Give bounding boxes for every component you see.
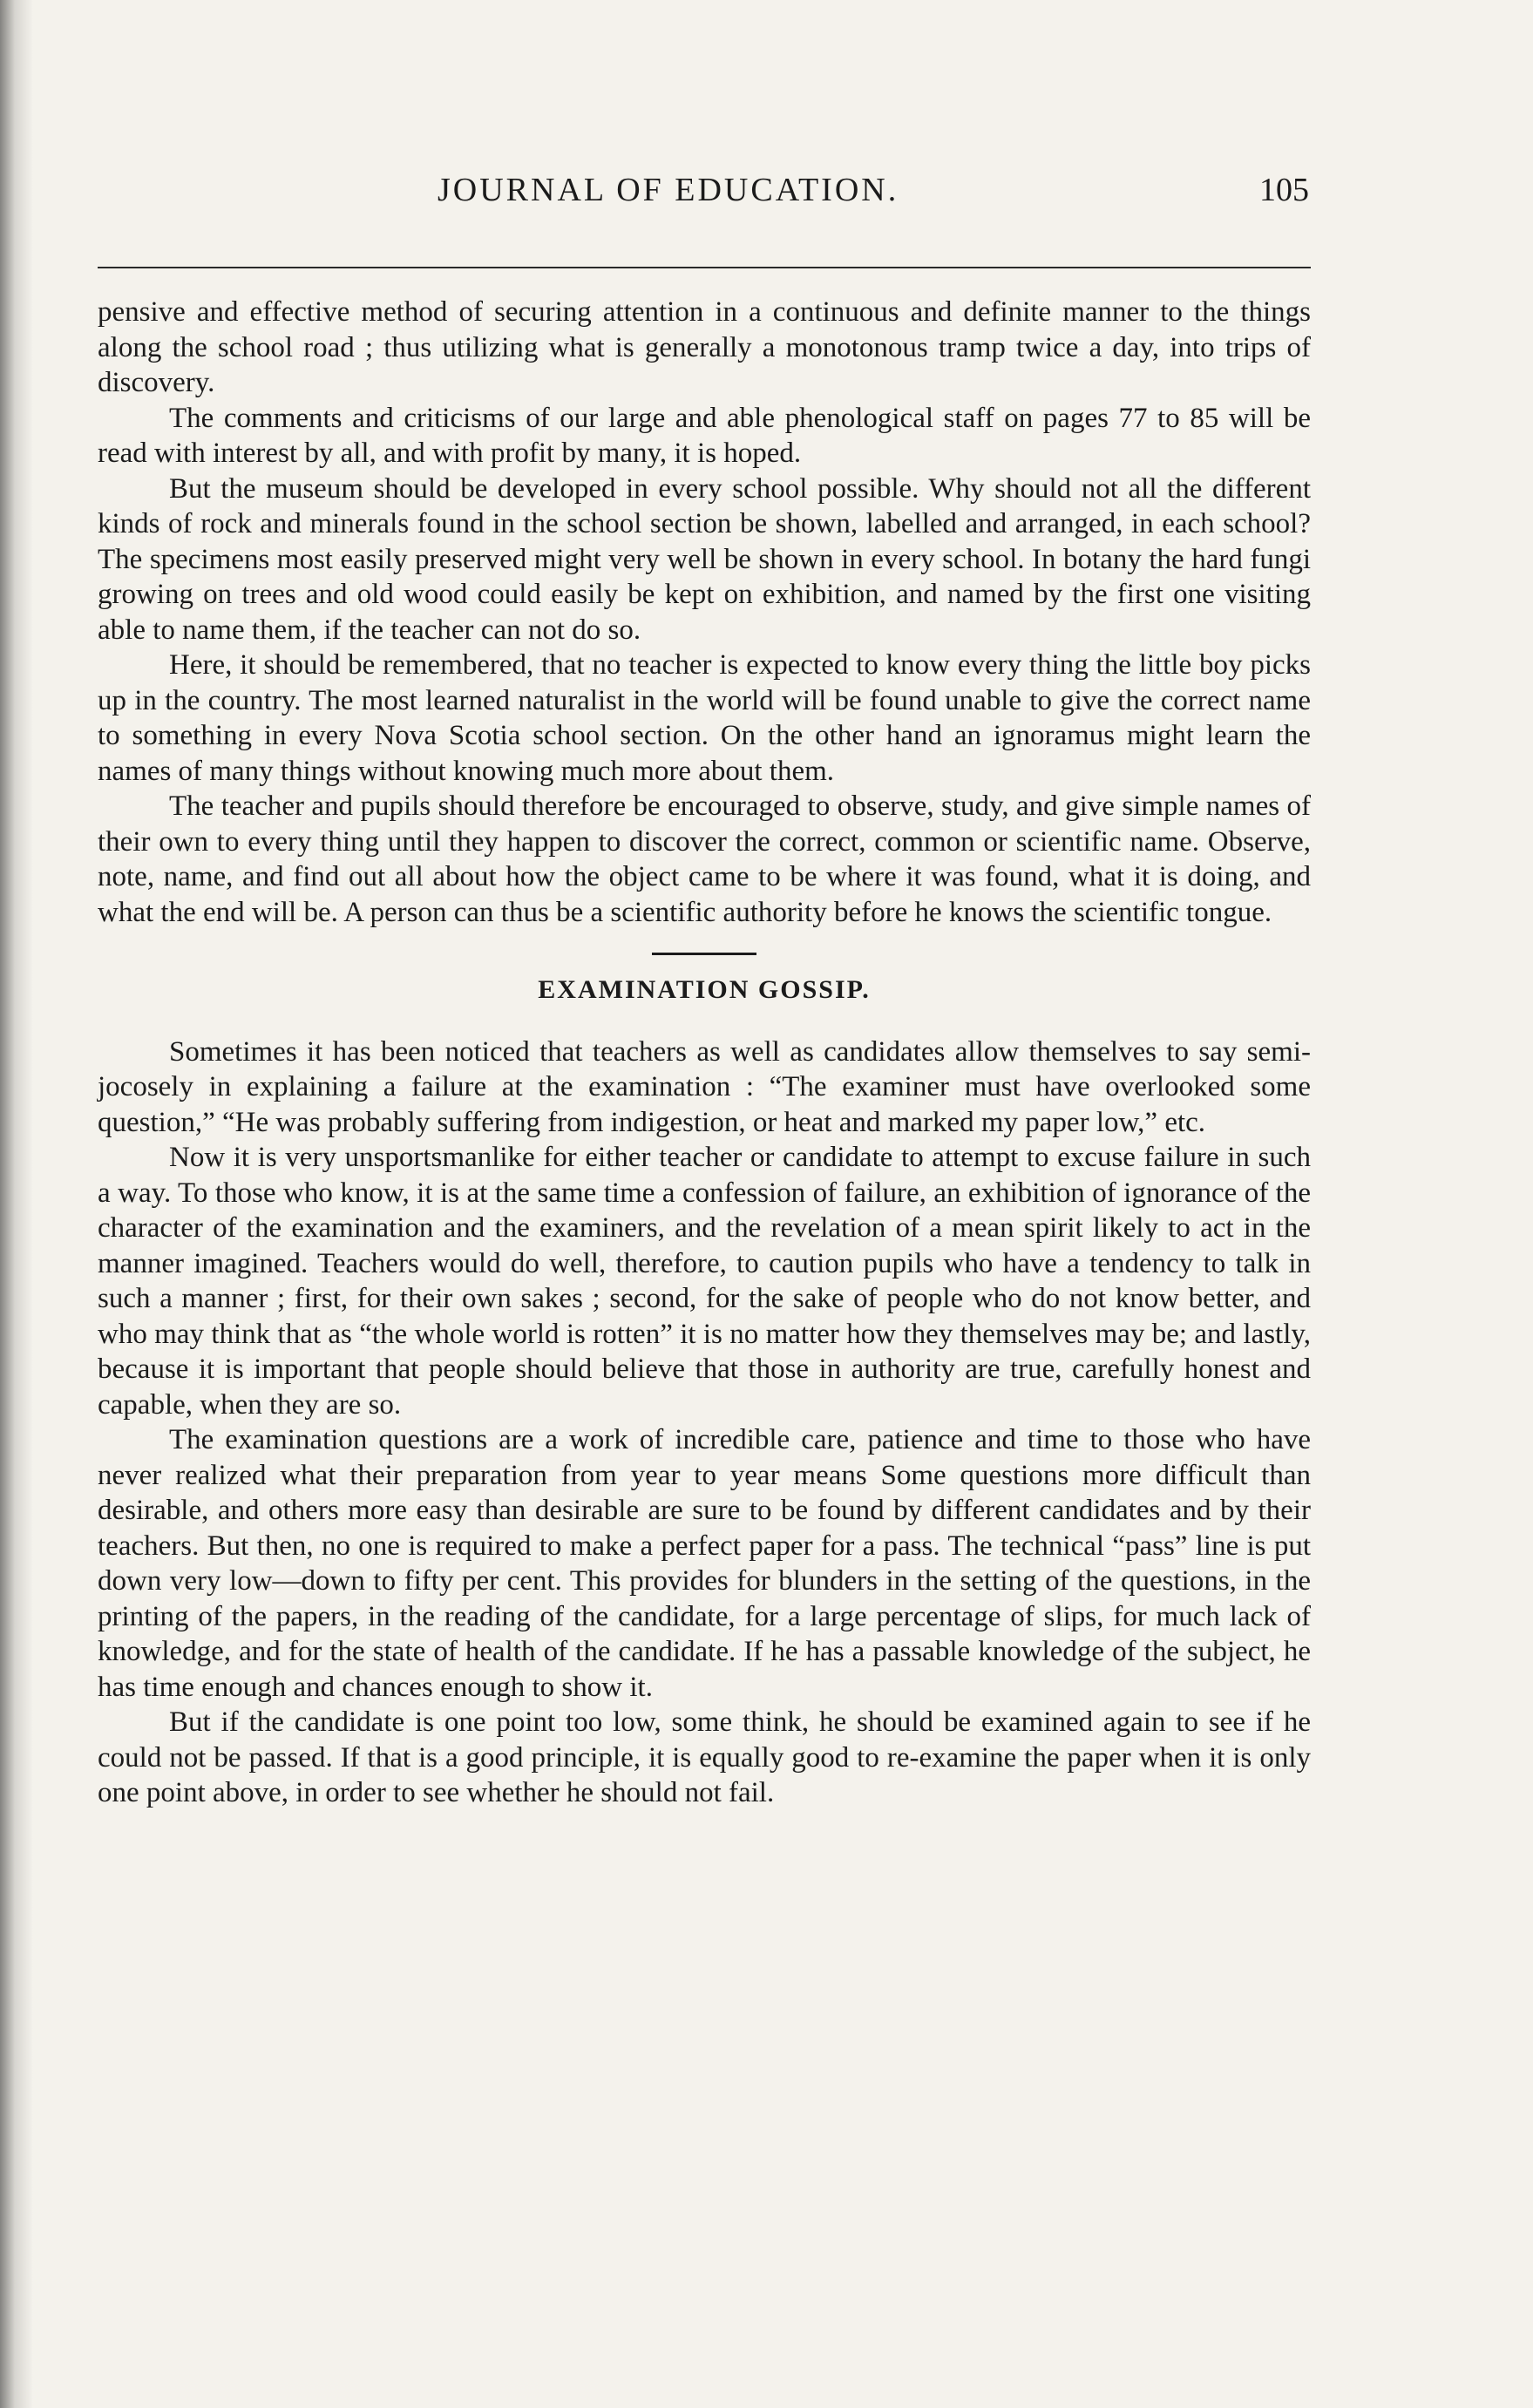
header-rule bbox=[98, 267, 1311, 268]
section-divider bbox=[652, 953, 756, 955]
paragraph: The comments and criticisms of our large and able phenological staff on pages 77 to 85 will be read with interest by all, and with profit by many, it is hoped. bbox=[98, 402, 1311, 469]
section-title: EXAMINATION GOSSIP. bbox=[538, 975, 871, 1004]
paragraph: Here, it should be remembered, that no teacher is expected to know every thing the little boy picks up in the country. The most learned naturalist in the world will be found unable to give the correct name to something in every Nova Scotia school section. On the other hand an ignoramus might learn the names of many things without knowing much more about them. bbox=[98, 649, 1311, 787]
paragraph-continued: pensive and effective method of securing attention in a continuous and definite manner to the things along the school road ; thus utilizing what is generally a monotonous tramp twice a day, into trips of discovery. bbox=[98, 296, 1311, 398]
page-binding-shadow bbox=[0, 0, 33, 2408]
paragraph: Now it is very unsportsmanlike for either teacher or candidate to attempt to excuse failure in such a way. To those who know, it is at the same time a confession of failure, an exhibition of ignorance of the character of the examination and the examiners, and the revelation of a mean spirit likely to act in the manner imagined. Teachers would do well, therefore, to caution pupils who have a tendency to talk in such a manner ; first, for their own sakes ; second, for the sake of people who do not know better, and who may think that as “the whole world is rotten” it is no matter how they themselves may be; and lastly, because it is important that people should believe that those in authority are true, carefully honest and capable, when they are so. bbox=[98, 1142, 1311, 1421]
paragraph: The teacher and pupils should therefore be encouraged to observe, study, and give simple names of their own to every thing until they happen to discover the correct, common or scientific name. Observe, note, name, and find out all about how the object came to be where it was found, what it is doing, and what the end will be. A person can thus be a scientific authority before he knows the scientific tongue. bbox=[98, 790, 1311, 928]
paragraph: The examination questions are a work of incredible care, patience and time to those who have never realized what their preparation from year to year means Some questions more difficult than desirable, and others more easy than desirable are sure to be found by different candidates and by their teachers. But then, no one is required to make a perfect paper for a pass. The technical “pass” line is put down very low—down to fifty per cent. This provides for blunders in the setting of the questions, in the printing of the papers, in the reading of the candidate, for a large percentage of slips, for much lack of knowledge, and for the state of health of the candidate. If he has a passable knowledge of the subject, he has time enough and chances enough to show it. bbox=[98, 1424, 1311, 1703]
running-title: JOURNAL OF EDUCATION. bbox=[438, 172, 899, 208]
paragraph: Sometimes it has been noticed that teachers as well as candidates allow themselves to say semi-jocosely in explaining a failure at the examination : “The examiner must have overlooked some question,” “He was probably suffering from indigestion, or heat and marked my paper low,” etc. bbox=[98, 1035, 1311, 1138]
page-header bbox=[98, 171, 1309, 223]
article-body bbox=[98, 295, 1311, 1811]
paragraph: But the museum should be developed in every school possible. Why should not all the different kinds of rock and minerals found in the school section be shown, labelled and arranged, in each school? The specimens most easily preserved might very well be shown in every school. In botany the hard fungi growing on trees and old wood could easily be kept on exhibition, and named by the first one visiting able to name them, if the teacher can not do so. bbox=[98, 472, 1311, 646]
paragraph: But if the candidate is one point too low, some think, he should be examined again to see if he could not be passed. If that is a good principle, it is equally good to re-examine the paper when it is only one point above, in order to see whether he should not fail. bbox=[98, 1706, 1311, 1808]
page-number: 105 bbox=[1259, 172, 1309, 208]
